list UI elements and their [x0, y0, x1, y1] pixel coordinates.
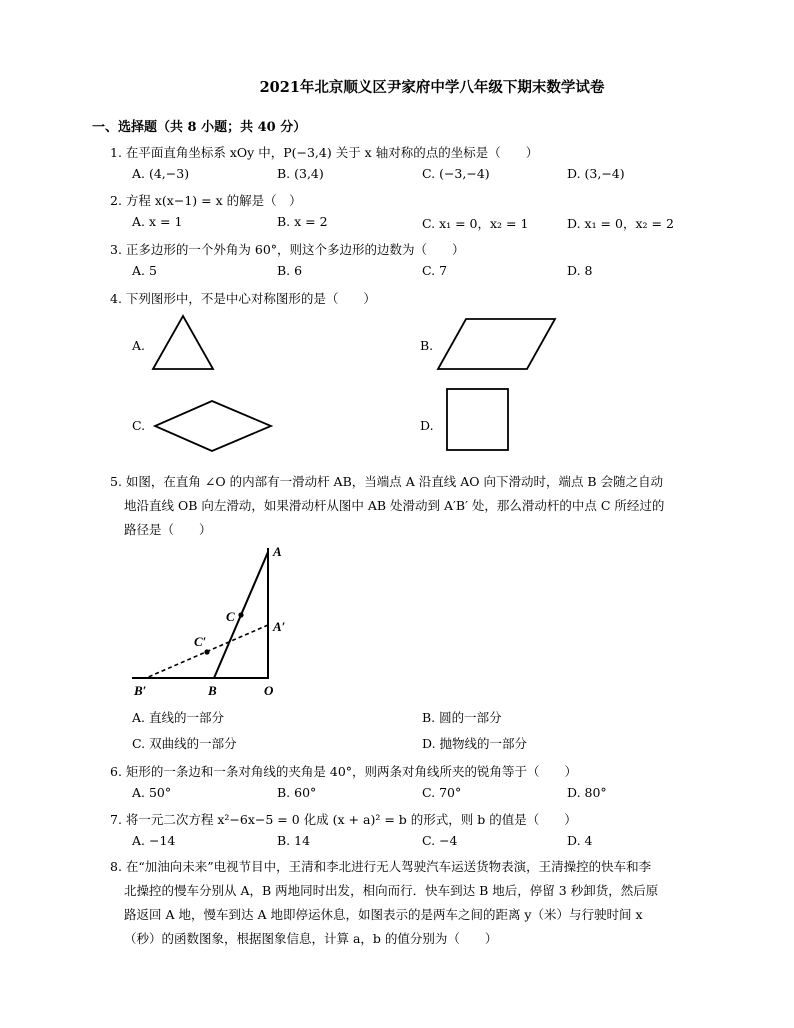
option-c[interactable]: C. 双曲线的一部分 — [132, 736, 237, 751]
option-d[interactable]: D. 4 — [567, 833, 593, 848]
page-title: 2021年北京顺义区尹家府中学八年级下期末数学试卷 — [259, 79, 605, 96]
option-b[interactable]: B. 6 — [277, 263, 303, 278]
option-b[interactable]: B. 14 — [277, 833, 311, 848]
label-c: C — [226, 609, 235, 624]
label-b-prime: B′ — [134, 683, 147, 698]
option-d[interactable]: D. (3,−4) — [567, 166, 625, 181]
option-b[interactable]: B. 圆的一部分 — [422, 710, 502, 725]
option-b[interactable]: B. x = 2 — [277, 214, 328, 229]
question-5-line-3: 路径是（ ） — [124, 522, 212, 537]
triangle-figure — [150, 313, 216, 373]
question-6-stem: 6. 矩形的一条边和一条对角线的夹角是 40°，则两条对角线所夹的锐角等于（ ） — [110, 764, 578, 779]
point-c — [238, 612, 243, 617]
label-c-prime: C′ — [194, 634, 207, 649]
question-3-stem: 3. 正多边形的一个外角为 60°，则这个多边形的边数为（ ） — [110, 242, 465, 257]
question-3-options — [132, 263, 712, 278]
question-8-line-3: 路返回 A 地，慢车到达 A 地即停运休息，如图表示的是两车之间的距离 y（米）与行驶时间 x — [124, 907, 643, 922]
question-5-options-row-2 — [132, 734, 712, 752]
question-1-stem: 1. 在平面直角坐标系 xOy 中，P(−3,4) 关于 x 轴对称的点的坐标是（ ） — [110, 145, 539, 160]
parallelogram-figure — [436, 316, 558, 372]
sliding-rod-diagram — [128, 542, 298, 698]
option-d[interactable]: D. 抛物线的一部分 — [422, 736, 528, 751]
label-a: A — [273, 544, 282, 559]
label-o: O — [264, 683, 274, 698]
rhombus-figure — [152, 398, 274, 454]
option-c[interactable]: C. x₁ = 0，x₂ = 1 — [422, 216, 529, 231]
option-a[interactable]: A. −14 — [132, 833, 176, 848]
option-a[interactable]: A. 5 — [132, 263, 157, 278]
option-d[interactable]: D. 80° — [567, 785, 607, 800]
question-2-options — [132, 214, 712, 232]
question-5-line-1: 5. 如图，在直角 ∠O 的内部有一滑动杆 AB，当端点 A 沿直线 AO 向下滑动时，端点 B 会随之自动 — [110, 474, 664, 489]
option-d[interactable]: D. x₁ = 0，x₂ = 2 — [567, 216, 674, 231]
option-c[interactable]: C. (−3,−4) — [422, 166, 490, 181]
option-d-label[interactable]: D. — [420, 418, 434, 433]
question-7-options — [132, 833, 712, 848]
question-8-line-1: 8. 在“加油向未来”电视节目中，王清和李北进行无人驾驶汽车运送货物表演，王清操控的快车和李 — [110, 859, 652, 874]
option-c[interactable]: C. −4 — [422, 833, 458, 848]
option-a[interactable]: A. x = 1 — [132, 214, 183, 229]
option-b[interactable]: B. (3,4) — [277, 166, 324, 181]
question-5-options-row-1 — [132, 708, 712, 726]
option-a[interactable]: A. 直线的一部分 — [132, 710, 224, 725]
option-a[interactable]: A. 50° — [132, 785, 172, 800]
label-b: B — [208, 683, 217, 698]
section-heading: 一、选择题（共 8 小题；共 40 分） — [92, 120, 307, 135]
square-figure — [445, 387, 511, 453]
option-b[interactable]: B. 60° — [277, 785, 317, 800]
question-6-options — [132, 785, 712, 800]
option-c-label[interactable]: C. — [132, 418, 146, 433]
option-d[interactable]: D. 8 — [567, 263, 593, 278]
question-8-line-2: 北操控的慢车分别从 A，B 两地同时出发，相向而行．快车到达 B 地后，停留 3 秒卸货，然后原 — [124, 883, 659, 898]
option-a-label[interactable]: A. — [132, 338, 146, 353]
question-5-line-2: 地沿直线 OB 向左滑动，如果滑动杆从图中 AB 处滑动到 A′B′ 处，那么滑动杆的中点 C 所经过的 — [124, 498, 665, 513]
option-b-label[interactable]: B. — [420, 338, 434, 353]
question-7-stem: 7. 将一元二次方程 x²−6x−5 = 0 化成 (x + a)² = b 的形式，则 b 的值是（ ） — [110, 812, 577, 827]
point-c-prime — [204, 649, 209, 654]
question-8-line-4: （秒）的函数图象，根据图象信息，计算 a，b 的值分别为（ ） — [124, 931, 498, 946]
question-1-options — [132, 166, 712, 181]
label-a-prime: A′ — [273, 619, 286, 634]
option-a[interactable]: A. (4,−3) — [132, 166, 190, 181]
question-4-stem: 4. 下列图形中，不是中心对称图形的是（ ） — [110, 291, 376, 306]
question-2-stem: 2. 方程 x(x−1) = x 的解是（ ） — [110, 193, 302, 208]
option-c[interactable]: C. 70° — [422, 785, 462, 800]
option-c[interactable]: C. 7 — [422, 263, 448, 278]
